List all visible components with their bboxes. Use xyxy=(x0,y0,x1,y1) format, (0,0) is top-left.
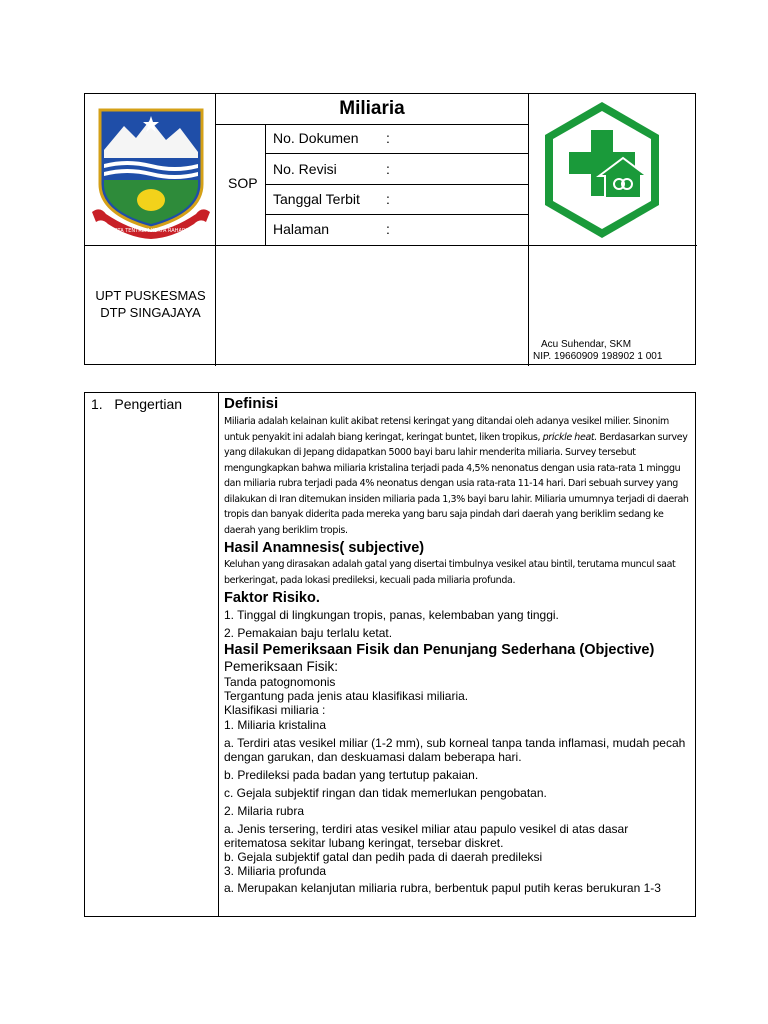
page-label: Halaman xyxy=(273,221,330,237)
signature-block xyxy=(533,339,699,363)
divider xyxy=(528,94,529,366)
page-colon: : xyxy=(386,221,390,237)
unit-line-2: DTP SINGAJAYA xyxy=(100,305,201,320)
unit-name xyxy=(85,287,216,321)
puskesmas-logo xyxy=(541,98,663,242)
divider xyxy=(265,214,528,215)
divider xyxy=(215,94,216,366)
risiko-item-1: 1. Tinggal di lingkungan tropis, panas, kelembaban yang tinggi. xyxy=(224,608,559,622)
definisi-italic: prickle heat. xyxy=(542,431,597,443)
signer-name: Acu Suhendar, SKM xyxy=(541,339,632,350)
risiko-item-2: 2. Pemakaian baju terlalu ketat. xyxy=(224,626,393,640)
divider xyxy=(265,124,528,125)
divider xyxy=(218,393,219,916)
section-content xyxy=(224,395,692,895)
unit-line-1: UPT PUSKESMAS xyxy=(95,288,206,303)
divider xyxy=(85,245,697,246)
klasifikasi-text: Klasifikasi miliaria : xyxy=(224,703,326,717)
garut-emblem-logo xyxy=(90,102,212,240)
divider xyxy=(265,153,528,154)
anamnesis-heading: Hasil Anamnesis( subjective) xyxy=(224,540,425,556)
page-title: Miliaria xyxy=(339,98,405,119)
definisi-part-2: Berdasarkan survey yang dilakukan di Jepang didapatkan 5000 bayi baru lahir menderita miliaria. Survey tersebut mengungkapkan bahwa miliaria kristalina terjadi pada 4,5% nenonatus dengan usia rata-rata 1 minggu dan miliaria rubra terjadi pada 4% neonatus dengan usia rata-rata 11-14 hari. Dari sebuah survey yang dilakukan di Iran ditemukan insiden miliaria pada 1,3% bayi baru lahir. Miliaria umumnya terjadi di daerah tropis dan banyak diderita pada mereka yang baru saja pindah dari daerah yang beriklim sedang ke daerah yang beriklim tropis. xyxy=(224,431,689,536)
klasifikasi-item-3a: a. Merupakan kelanjutan miliaria rubra, berbentuk papul putih keras berukuran 1-3 xyxy=(224,881,661,895)
klasifikasi-item-1c: c. Gejala subjektif ringan dan tidak memerlukan pengobatan. xyxy=(224,786,547,800)
issue-date-label: Tanggal Terbit xyxy=(273,191,360,207)
pemeriksaan-heading: Hasil Pemeriksaan Fisik dan Penunjang Sederhana (Objective) xyxy=(224,642,655,658)
definisi-text xyxy=(224,414,692,538)
sop-label: SOP xyxy=(228,175,258,191)
divider xyxy=(215,124,266,125)
tergantung-text: Tergantung pada jenis atau klasifikasi miliaria. xyxy=(224,689,469,703)
klasifikasi-item-1a: a. Terdiri atas vesikel miliar (1-2 mm), sub korneal tanpa tanda inflamasi, mudah pecah dengan garukan, dan deskuamasi dalam beberapa hari. xyxy=(224,736,686,764)
klasifikasi-item-2a: a. Jenis tersering, terdiri atas vesikel miliar atau papulo vesikel di atas dasar eritematosa sekitar lubang keringat, tersebar diskret. xyxy=(224,822,629,850)
divider xyxy=(265,184,528,185)
signer-nip: NIP. 19660909 198902 1 001 xyxy=(533,351,663,362)
tanda-text: Tanda patognomonis xyxy=(224,675,336,689)
doc-number-label: No. Dokumen xyxy=(273,130,359,146)
klasifikasi-item-2b: b. Gejala subjektif gatal dan pedih pada di daerah predileksi xyxy=(224,850,543,864)
section-number: 1. xyxy=(91,396,103,412)
issue-date-colon: : xyxy=(386,191,390,207)
klasifikasi-item-2: 2. Milaria rubra xyxy=(224,804,305,818)
emblem-motto: TATA TENTREM KERTA RAHARJA xyxy=(111,228,191,234)
doc-number-colon: : xyxy=(386,130,390,146)
content-table xyxy=(84,392,696,917)
klasifikasi-item-1: 1. Miliaria kristalina xyxy=(224,718,327,732)
klasifikasi-item-1b: b. Predileksi pada badan yang tertutup pakaian. xyxy=(224,768,479,782)
section-title: Pengertian xyxy=(114,396,183,412)
revision-colon: : xyxy=(386,161,390,177)
risiko-heading: Faktor Risiko. xyxy=(224,590,320,606)
revision-label: No. Revisi xyxy=(273,161,337,177)
definisi-heading: Definisi xyxy=(224,395,279,412)
anamnesis-text: Keluhan yang dirasakan adalah gatal yang disertai timbulnya vesikel atau bintil, terutama muncul saat berkeringat, pada lokasi predileksi, kecuali pada miliaria profunda. xyxy=(224,559,676,586)
klasifikasi-item-3: 3. Miliaria profunda xyxy=(224,864,327,878)
sop-header-table xyxy=(84,93,696,365)
pemeriksaan-subheading: Pemeriksaan Fisik: xyxy=(224,659,339,674)
section-label xyxy=(91,396,182,412)
definisi-part-1: Miliaria adalah kelainan kulit akibat retensi keringat yang ditandai oleh adanya vesikel milier. Sinonim untuk penyakit ini adalah biang keringat, keringat buntet, liken tropikus, xyxy=(224,416,669,443)
